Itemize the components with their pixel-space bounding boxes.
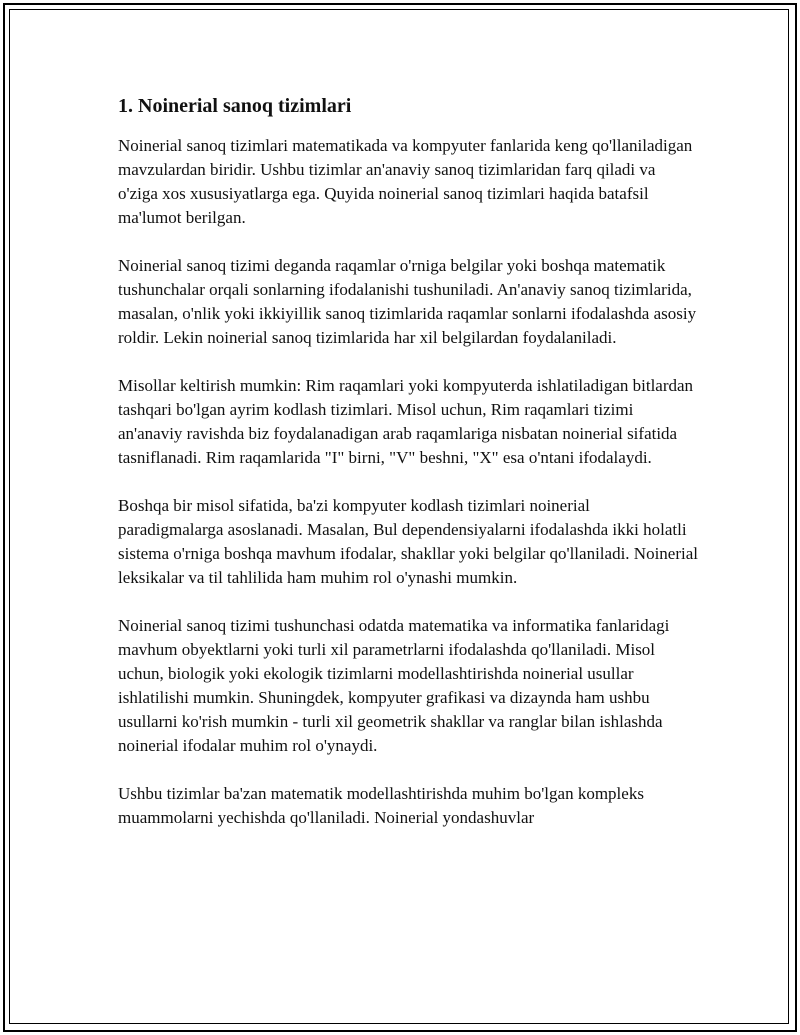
paragraph-definition: Noinerial sanoq tizimi deganda raqamlar o'rniga belgilar yoki boshqa matematik tushunchalar orqali sonlarning ifodalanishi tushuniladi. An'anaviy sanoq tizimlarida, masalan, o'nlik yoki ikkiyillik sanoq tizimlarida raqamlar sonlarni ifodalashda asosiy roldir. Lekin noinerial sanoq tizimlarida har xil belgilardan foydalaniladi. [118, 256, 697, 347]
paragraph-examples: Misollar keltirish mumkin: Rim raqamlari yoki kompyuterda ishlatiladigan bitlardan tashqari bo'lgan ayrim kodlash tizimlari. Misol uchun, Rim raqamlari tizimi an'anaviy ravishda biz foydalanadigan arab raqamlariga nisbatan noinerial sifatida tasniflanadi. Rim raqamlarida "I" birni, "V" beshni, "X" esa o'ntani ifodalaydi. [118, 376, 694, 467]
paragraph-modelling: Ushbu tizimlar ba'zan matematik modellashtirishda muhim bo'lgan kompleks muammolarni yechishda qo'llaniladi. Noinerial yondashuvlar [118, 784, 644, 827]
paragraph-applications: Noinerial sanoq tizimi tushunchasi odatda matematika va informatika fanlaridagi mavhum obyektlarni yoki turli xil parametrlarni ifodalashda qo'llaniladi. Misol uchun, biologik yoki ekologik tizimlarni modellashtirishda noinerial usullar ishlatilishi mumkin. Shuningdek, kompyuter grafikasi va dizaynda ham ushbu usullarni ko'rish mumkin - turli xil geometrik shakllar va ranglar bilan ishlashda noinerial ifodalar muhim rol o'ynaydi. [118, 616, 670, 755]
paragraph-intro: Noinerial sanoq tizimlari matematikada va kompyuter fanlarida keng qo'llaniladigan mavzulardan biridir. Ushbu tizimlar an'anaviy sanoq tizimlaridan farq qiladi va o'ziga xos xususiyatlarga ega. Quyida noinerial sanoq tizimlari haqida batafsil ma'lumot berilgan. [118, 136, 693, 227]
paragraph-computer-coding: Boshqa bir misol sifatida, ba'zi kompyuter kodlash tizimlari noinerial paradigmalarga asoslanadi. Masalan, Bul dependensiyalarni ifodalashda ikki holatli sistema o'rniga boshqa mavhum ifodalar, shakllar yoki belgilar qo'llaniladi. Noinerial leksikalar va til tahlilida ham muhim rol o'ynashi mumkin. [118, 496, 698, 587]
section-heading: 1. Noinerial sanoq tizimlari [118, 95, 352, 117]
document-body [118, 92, 698, 854]
